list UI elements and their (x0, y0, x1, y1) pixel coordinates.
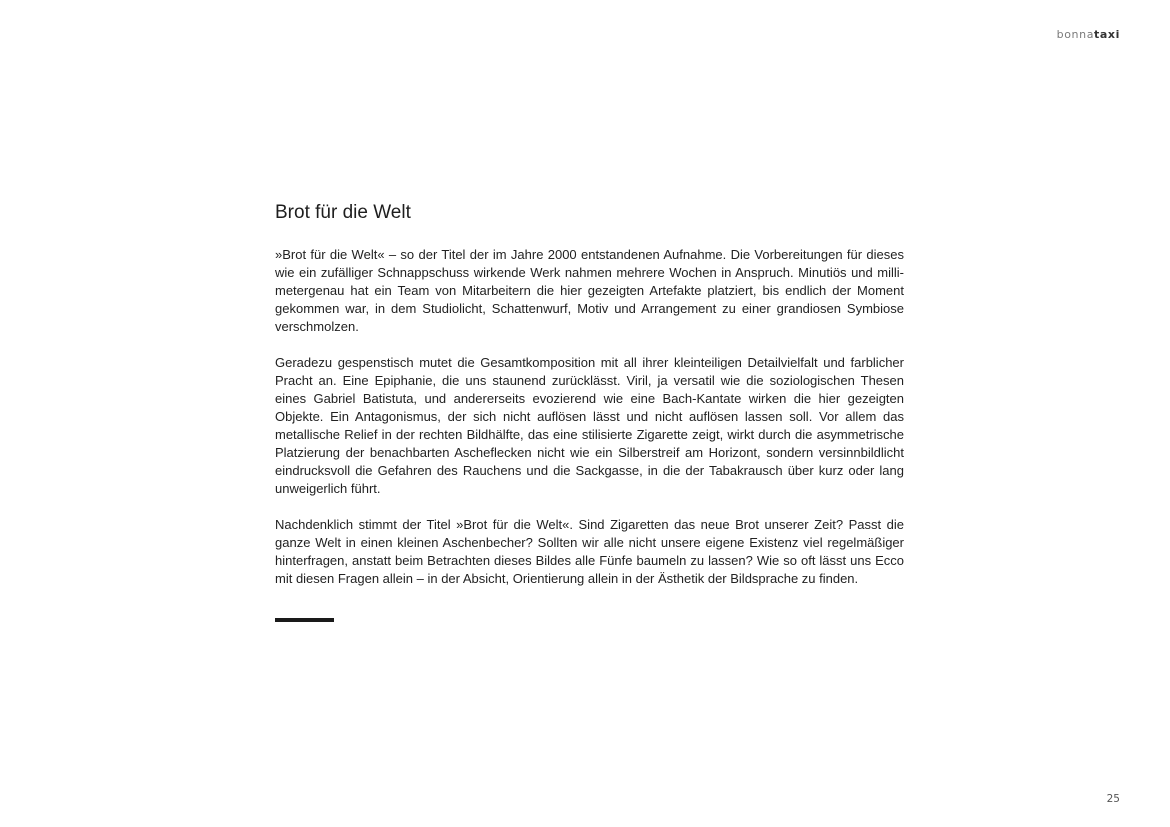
brand-logo-bold: taxi (1094, 28, 1120, 41)
page-number: 25 (1106, 793, 1120, 805)
section-divider (275, 618, 334, 622)
paragraph-2: Geradezu gespenstisch mutet die Gesamtkomposition mit all ihrer kleinteiligen Detailvielfalt und farblicher Pracht an. Eine Epiphanie, die uns staunend zurücklässt. Viril, ja versatil wie die soziologischen Thesen eines Gabriel Batistuta, und andererseits evozierend wie eine Bach-Kantate wirken die hier gezeigten Objekte. Ein Antagonismus, der sich nicht auflösen lässt und nicht auflösen lassen soll. Vor allem das metallische Relief in der rechten Bildhälfte, das eine stilisierte Zigarette zeigt, wirkt durch die asymmetrische Platzierung der benachbarten Ascheflecken nicht wie ein Silberstreif am Horizont, sondern versinnbildlicht eindrucksvoll die Gefahren des Rauchens und die Sackgasse, in die der Tabakrausch über kurz oder lang unweigerlich führt. (275, 355, 904, 496)
article (275, 200, 904, 622)
paragraph-3: Nachdenklich stimmt der Titel »Brot für die Welt«. Sind Zigaretten das neue Brot unserer Zeit? Passt die ganze Welt in einen kleinen Aschenbecher? Sollten wir alle nicht unsere eigene Existenz viel regelmäßiger hinterfragen, anstatt beim Betrachten dieses Bildes alle Fünfe baumeln zu lassen? Wie so oft lässt uns Ecco mit diesen Fragen allein – in der Absicht, Orientierung allein in der Ästhetik der Bildsprache zu finden. (275, 517, 904, 586)
brand-logo (1057, 28, 1120, 41)
paragraph-1: »Brot für die Welt« – so der Titel der im Jahre 2000 entstandenen Aufnahme. Die Vorbereitungen für dieses wie ein zufälliger Schnappschuss wirkende Werk nahmen mehrere Wochen in Anspruch. Minutiös und millimetergenau hat ein Team von Mitarbeitern die hier gezeigten Artefakte platziert, bis endlich der Moment gekommen war, in dem Studiolicht, Schattenwurf, Motiv und Arrangement zu einer grandiosen Symbiose verschmolzen. (275, 247, 904, 334)
page-title: Brot für die Welt (275, 202, 411, 223)
brand-logo-light: bonna (1056, 28, 1095, 41)
